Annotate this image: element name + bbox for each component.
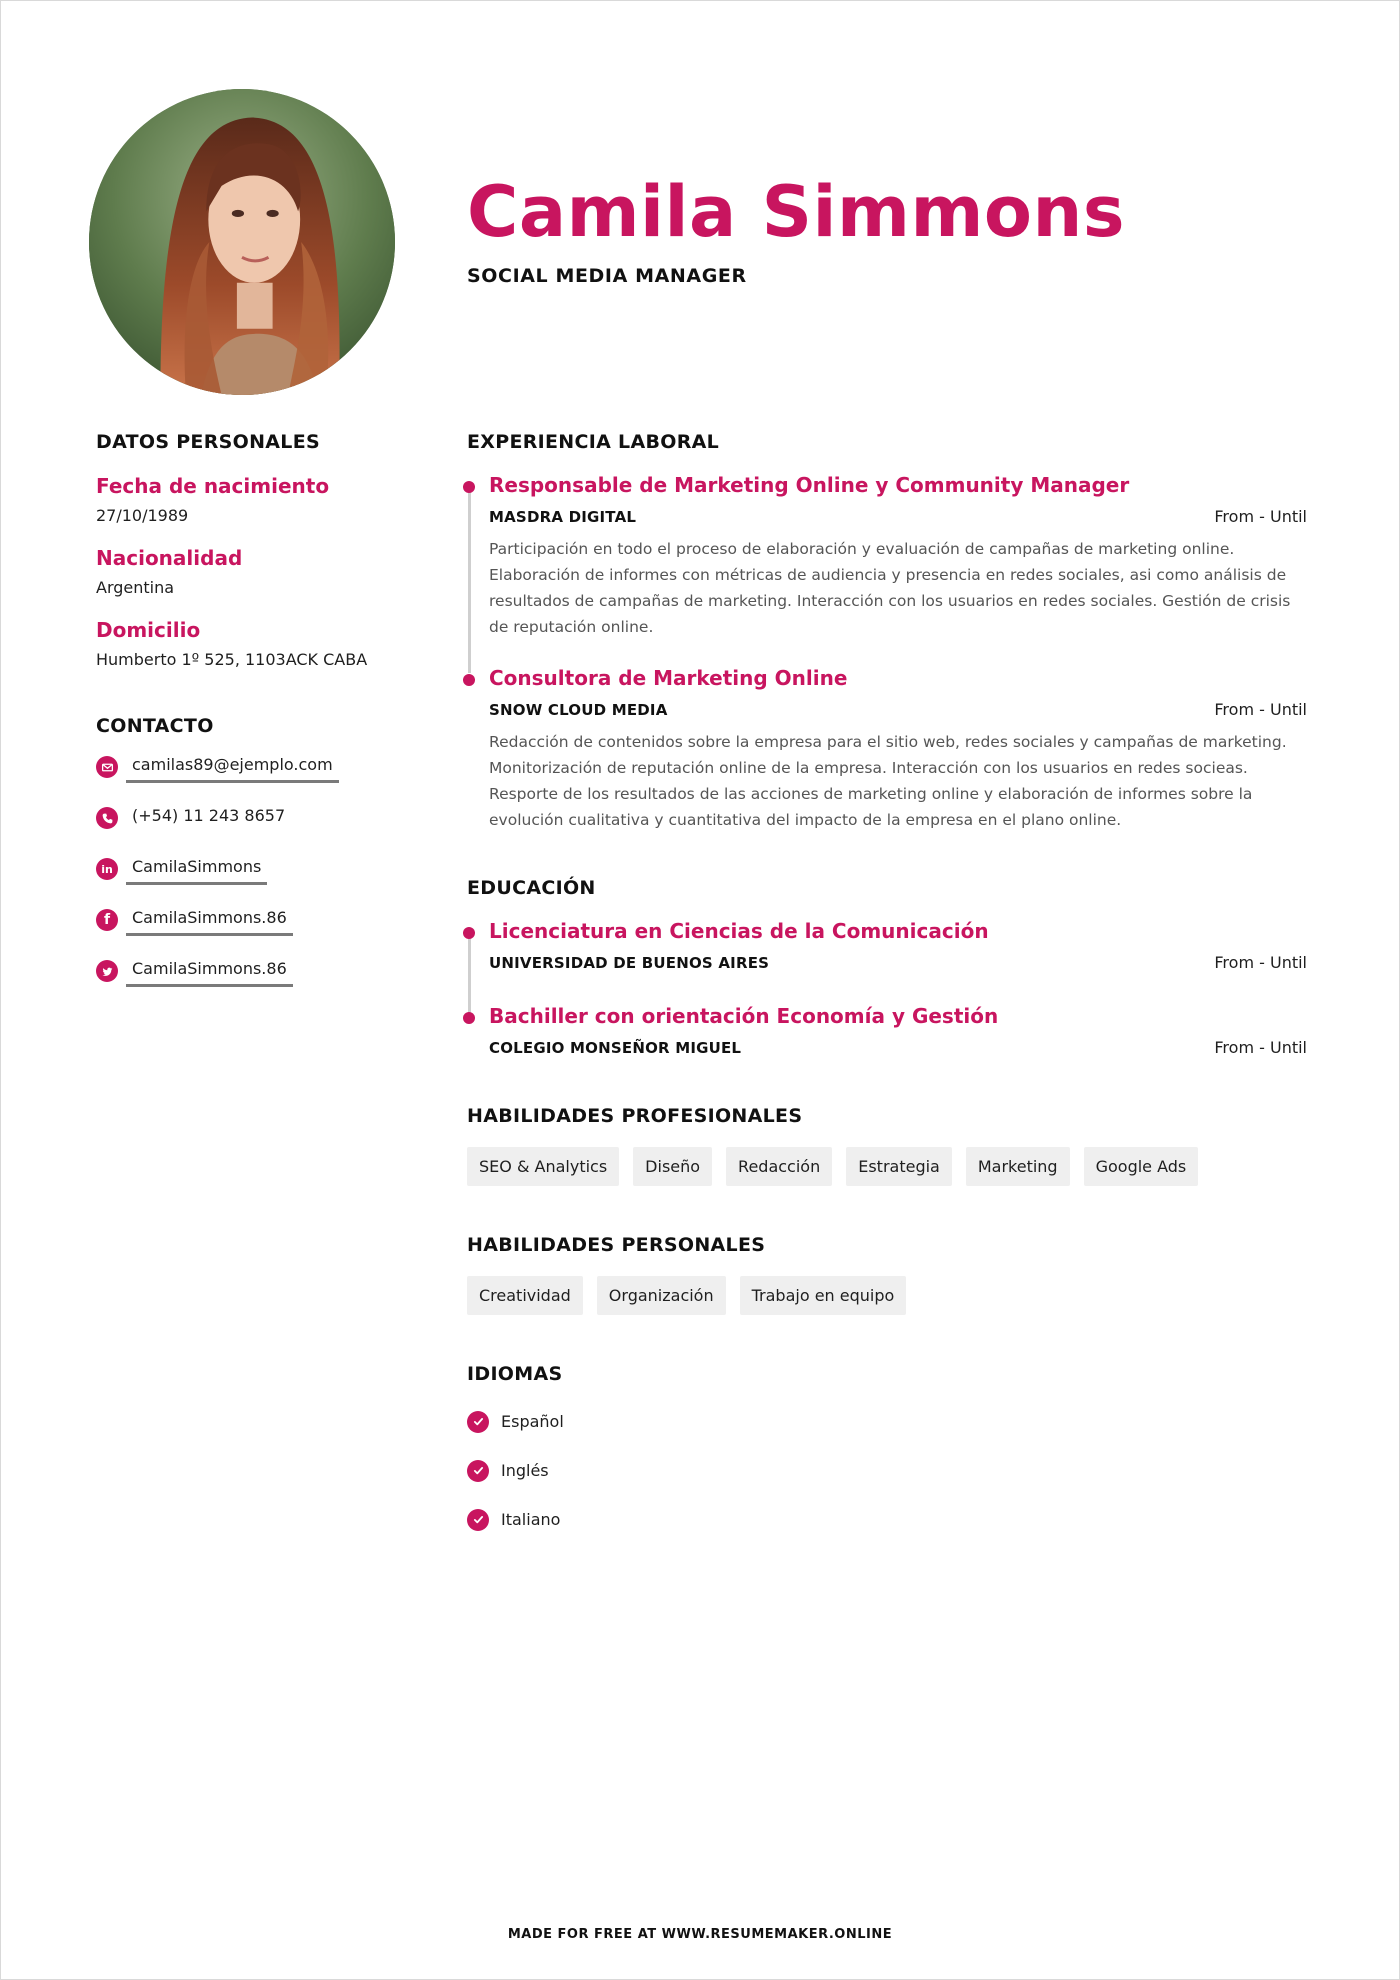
language-name: Inglés (501, 1461, 549, 1480)
education-title: Bachiller con orientación Economía y Gestión (489, 1004, 999, 1028)
language-item (467, 1397, 1307, 1446)
language-name: Español (501, 1412, 564, 1431)
experience-item (467, 473, 1307, 640)
experience-dates: From - Until (1214, 700, 1307, 719)
experience-list (467, 473, 1307, 833)
linkedin-link[interactable]: CamilaSimmons (126, 853, 267, 885)
experience-section-title: EXPERIENCIA LABORAL (467, 431, 720, 453)
experience-company: SNOW CLOUD MEDIA (489, 701, 668, 719)
nationality-label: Nacionalidad (96, 546, 243, 570)
skill-chip: Estrategia (846, 1147, 952, 1186)
right-column (467, 431, 1307, 1544)
personal-skills-list (467, 1276, 1307, 1315)
skill-chip: Redacción (726, 1147, 832, 1186)
language-item (467, 1446, 1307, 1495)
personal-skills-title: HABILIDADES PERSONALES (467, 1234, 766, 1256)
experience-title: Consultora de Marketing Online (489, 666, 848, 690)
portrait-image (89, 89, 395, 395)
timeline-dot (463, 927, 475, 939)
contact-twitter[interactable] (96, 955, 406, 1006)
skill-chip: Diseño (633, 1147, 712, 1186)
professional-skills-title: HABILIDADES PROFESIONALES (467, 1105, 803, 1127)
facebook-icon: f (96, 909, 118, 931)
experience-company: MASDRA DIGITAL (489, 508, 637, 526)
education-item (467, 1004, 1307, 1057)
education-school: UNIVERSIDAD DE BUENOS AIRES (489, 954, 770, 972)
check-icon (467, 1509, 489, 1531)
contact-linkedin[interactable] (96, 853, 406, 904)
education-school: COLEGIO MONSEÑOR MIGUEL (489, 1039, 742, 1057)
language-name: Italiano (501, 1510, 561, 1529)
languages-title: IDIOMAS (467, 1363, 563, 1385)
education-item (467, 919, 1307, 972)
education-section-title: EDUCACIÓN (467, 877, 596, 899)
personal-section-title: DATOS PERSONALES (96, 431, 320, 453)
facebook-link[interactable]: CamilaSimmons.86 (126, 904, 293, 936)
experience-item (467, 666, 1307, 833)
contact-section-title: CONTACTO (96, 715, 214, 737)
address-label: Domicilio (96, 618, 201, 642)
skill-chip: Organización (597, 1276, 726, 1315)
education-dates: From - Until (1214, 953, 1307, 972)
email-link[interactable]: camilas89@ejemplo.com (126, 751, 339, 783)
contact-list (96, 751, 406, 1006)
skill-chip: Google Ads (1084, 1147, 1199, 1186)
timeline-dot (463, 1012, 475, 1024)
experience-description: Redacción de contenidos sobre la empresa para el sitio web, redes sociales y campañas de marketing. Monitorización de reputación online de la empresa. Interacción con los usuarios en redes socieas. Resporte de los resultados de las acciones de marketing online y elaboración de informes sobre la evolución cualitativa y cuantitativa del impacto de la empresa en el plano online. (489, 733, 1287, 829)
birthdate-label: Fecha de nacimiento (96, 474, 330, 498)
phone-icon (96, 807, 118, 829)
experience-dates: From - Until (1214, 507, 1307, 526)
address-value: Humberto 1º 525, 1103ACK CABA (96, 650, 368, 669)
candidate-name: Camila Simmons (467, 171, 1126, 253)
left-column (96, 431, 406, 1006)
professional-skills-list (467, 1147, 1307, 1186)
check-icon (467, 1411, 489, 1433)
birthdate-value: 27/10/1989 (96, 506, 189, 525)
linkedin-icon: in (96, 858, 118, 880)
footer-credit[interactable]: MADE FOR FREE AT WWW.RESUMEMAKER.ONLINE (507, 1927, 893, 1942)
education-title: Licenciatura en Ciencias de la Comunicación (489, 919, 989, 943)
language-item (467, 1495, 1307, 1544)
contact-facebook[interactable] (96, 904, 406, 955)
skill-chip: Marketing (966, 1147, 1070, 1186)
candidate-role: SOCIAL MEDIA MANAGER (467, 265, 747, 287)
skill-chip: Trabajo en equipo (740, 1276, 907, 1315)
contact-email[interactable] (96, 751, 406, 802)
twitter-icon (96, 960, 118, 982)
twitter-link[interactable]: CamilaSimmons.86 (126, 955, 293, 987)
contact-phone[interactable] (96, 802, 406, 853)
languages-list (467, 1397, 1307, 1544)
education-list (467, 919, 1307, 1057)
experience-title: Responsable de Marketing Online y Community Manager (489, 473, 1130, 497)
email-icon (96, 756, 118, 778)
timeline-dot (463, 674, 475, 686)
nationality-value: Argentina (96, 578, 175, 597)
timeline-dot (463, 481, 475, 493)
skill-chip: Creatividad (467, 1276, 583, 1315)
experience-description: Participación en todo el proceso de elaboración y evaluación de campañas de marketing online. Elaboración de informes con métricas de audiencia y presencia en redes sociales, asi como análisis de resultados de campañas de marketing. Interacción con los usuarios en redes sociales. Gestión de crisis de reputación online. (489, 540, 1291, 636)
skill-chip: SEO & Analytics (467, 1147, 619, 1186)
check-icon (467, 1460, 489, 1482)
education-dates: From - Until (1214, 1038, 1307, 1057)
profile-photo (89, 89, 395, 395)
phone-text: (+54) 11 243 8657 (132, 806, 286, 825)
